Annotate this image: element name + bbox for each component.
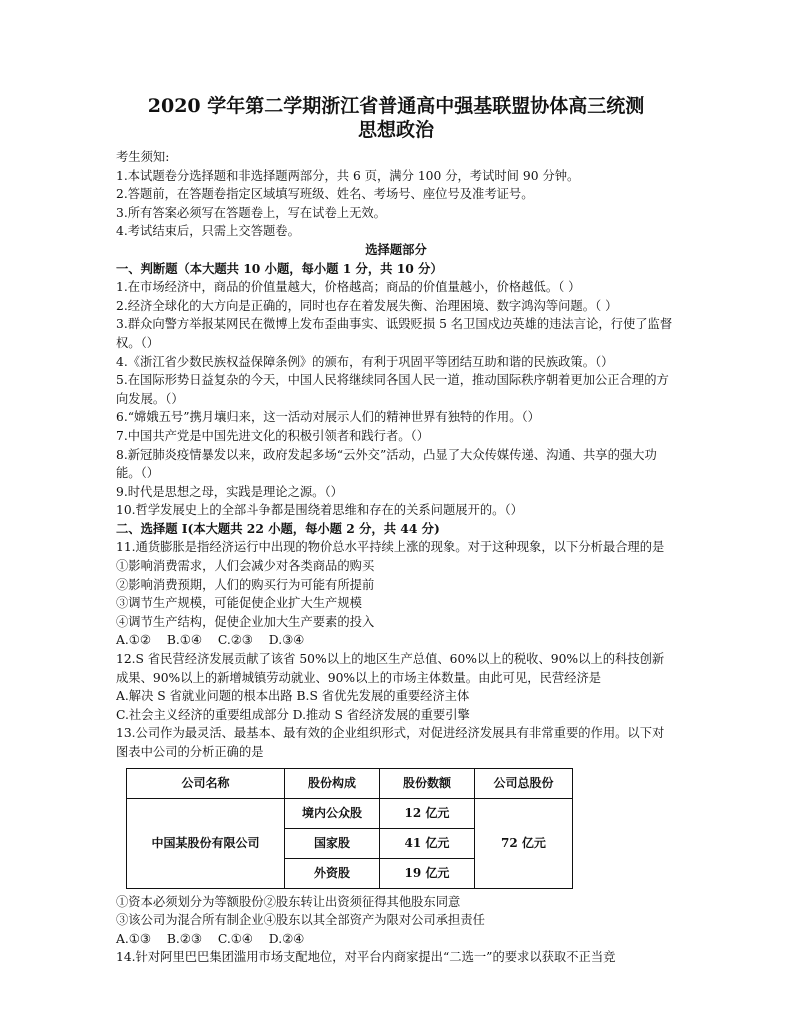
statement: ②影响消费预期，人们的购买行为可能有所提前 [116,577,375,592]
share-amount-cell: 12 亿元 [380,798,475,828]
table-row [127,798,573,828]
answer-options-row: A.解决 S 省就业问题的根本出路 B.S 省优先发展的重要经济主体 [116,689,470,704]
header-share-amount: 股份数额 [380,768,475,798]
judgement-question: 5.在国际形势日益复杂的今天，中国人民将继续同各国人民一道，推动国际秩序朝着更加公正合理的方向发展。（） [116,373,669,406]
statement: ④调节生产结构，促使企业加大生产要素的投入 [116,614,375,629]
share-type-cell: 境内公众股 [285,798,380,828]
table-header-row [127,768,573,798]
header-company-name: 公司名称 [127,768,285,798]
option-b: B.①④ [166,633,202,648]
share-type-cell: 外资股 [285,858,380,888]
judgement-question: 7.中国共产党是中国先进文化的积极引领者和践行者。（） [116,428,430,443]
question-stem: 14.针对阿里巴巴集团滥用市场支配地位，对平台内商家提出“二选一”的要求以获取不正当竞 [116,950,616,965]
statement: ①影响消费需求，人们会减少对各类商品的购买 [116,559,375,574]
statement: ③调节生产规模，可能促使企业扩大生产规模 [116,596,362,611]
statement-row: ③该公司为混合所有制企业④股东以其全部资产为限对公司承担责任 [116,913,485,928]
statement-row: ①资本必须划分为等额股份②股东转让出资须征得其他股东同意 [116,894,461,909]
option-a: A.①③ [116,931,151,946]
judgement-question: 3.群众向警方举报某网民在微博上发布歪曲事实、诋毁贬损 5 名卫国戍边英雄的违法言论，行使了监督权。（） [116,317,673,350]
header-share-type: 股份构成 [285,768,380,798]
option-c: C.①④ [217,931,253,946]
exam-page [116,94,676,967]
judgement-question: 1.在市场经济中，商品的价值量越大，价格越高；商品的价值量越小，价格越低。（ ） [116,280,581,295]
part2-heading: 二、选择题 I(本大题共 22 小题，每小题 2 分，共 44 分) [116,520,440,536]
judgement-question: 4.《浙江省少数民族权益保障条例》的颁布，有利于巩固平等团结互助和谐的民族政策。（） [116,354,614,369]
judgement-question: 9.时代是思想之母，实践是理论之源。（） [116,484,343,499]
notice-heading: 考生须知: [116,150,170,164]
answer-options-row: C.社会主义经济的重要组成部分 D.推动 S 省经济发展的重要引擎 [116,707,470,722]
option-d: D.②④ [268,931,305,946]
exam-title: 2020 学年第二学期浙江省普通高中强基联盟协体高三统测 [147,95,645,117]
option-d: D.③④ [268,633,305,648]
notice-item: 2.答题前，在答题卷指定区域填写班级、姓名、考场号、座位号及准考证号。 [116,187,534,202]
option-c: C.②③ [217,633,253,648]
judgement-question: 2.经济全球化的大方向是正确的，同时也存在着发展失衡、治理困境、数字鸿沟等问题。（ ） [116,298,618,313]
header-total-shares: 公司总股份 [475,768,573,798]
option-a: A.①② [116,633,151,648]
answer-options [116,631,676,650]
share-amount-cell: 19 亿元 [380,858,475,888]
notice-item: 4.考试结束后，只需上交答题卷。 [116,224,300,239]
part1-heading: 一、判断题（本大题共 10 小题，每小题 1 分，共 10 分） [116,260,443,276]
exam-subject: 思想政治 [357,119,434,141]
judgement-question: 6.“嫦娥五号”携月壤归来，这一活动对展示人们的精神世界有独特的作用。（） [116,410,540,425]
notice-item: 1.本试题卷分选择题和非选择题两部分，共 6 页，满分 100 分，考试时间 90 分钟。 [116,168,580,183]
notice-item: 3.所有答案必须写在答题卷上，写在试卷上无效。 [116,205,386,220]
total-shares-cell: 72 亿元 [475,798,573,888]
share-type-cell: 国家股 [285,828,380,858]
question-stem: 12.S 省民营经济发展贡献了该省 50%以上的地区生产总值、60%以上的税收、90%以上的科技创新成果、90%以上的新增城镇劳动就业、90%以上的市场主体数量。由此可见，民营经济是 [116,652,665,685]
question-stem: 13.公司作为最灵活、最基本、最有效的企业组织形式，对促进经济发展具有非常重要的作用。以下对图表中公司的分析正确的是 [116,726,665,759]
judgement-question: 8.新冠肺炎疫情暴发以来，政府发起多场“云外交”活动，凸显了大众传媒传递、沟通、共享的强大功能。（） [116,447,657,481]
question-stem: 11.通货膨胀是指经济运行中出现的物价总水平持续上涨的现象。对于这种现象，以下分析最合理的是 [116,540,665,555]
company-name-cell: 中国某股份有限公司 [127,798,285,888]
judgement-question: 10.哲学发展史上的全部斗争都是围绕着思维和存在的关系问题展开的。（） [116,503,523,518]
share-amount-cell: 41 亿元 [380,828,475,858]
shareholding-table [126,768,573,889]
section-title: 选择题部分 [365,241,427,257]
answer-options [116,930,676,949]
option-b: B.②③ [166,931,202,946]
